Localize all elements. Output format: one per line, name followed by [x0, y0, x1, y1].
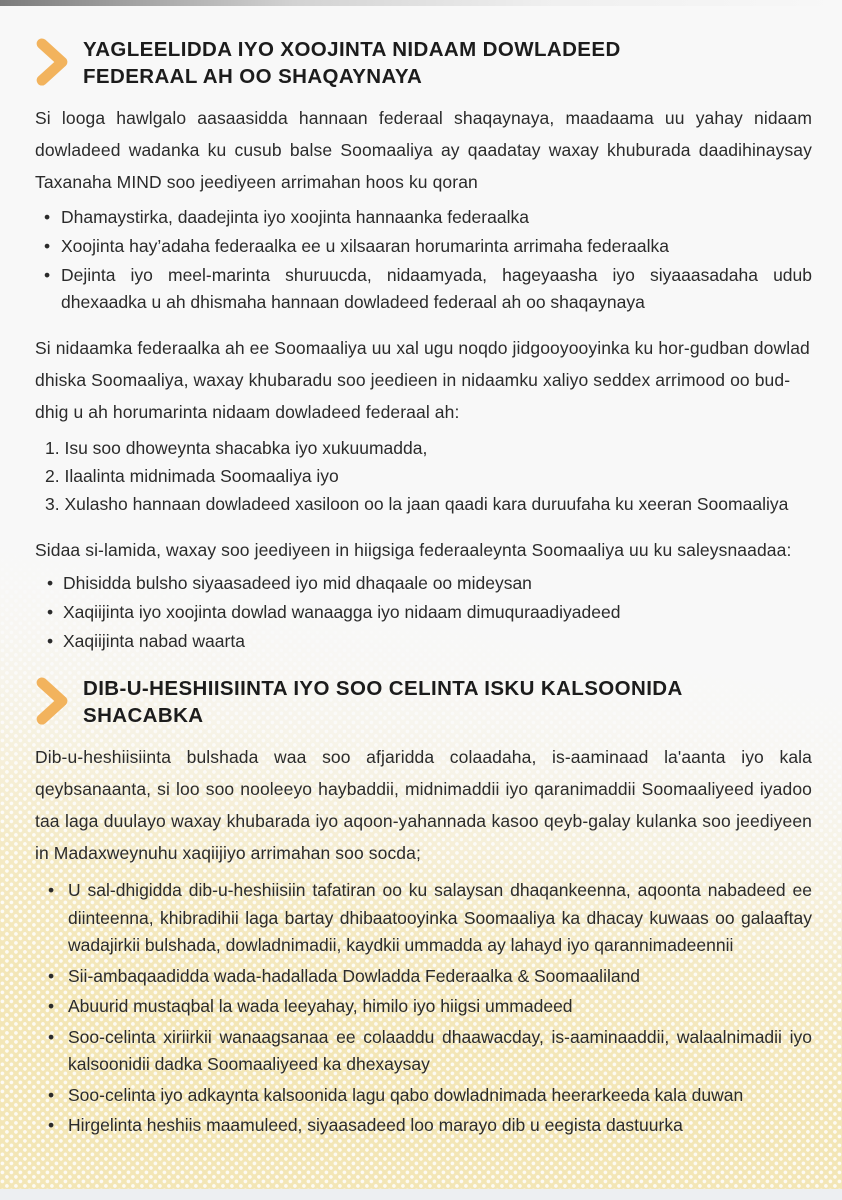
list-item: • Abuurid mustaqbal la wada leeyahay, himilo iyo hiigsi ummadeed	[35, 993, 812, 1021]
list-item: • Dejinta iyo meel-marinta shuruucda, nidaamyada, hageyaasha iyo siyaaasadaha udub dhexaadka u ah dhismaha hannaan dowladeed federaal ah oo shaqaynaya	[35, 262, 812, 316]
section-1-bullet-list-2	[35, 570, 812, 655]
chevron-right-icon	[35, 676, 70, 726]
section-1-title: YAGLEELIDDA IYO XOOJINTA NIDAAM DOWLADEED FEDERAAL AH OO SHAQAYNAYA	[83, 38, 621, 88]
page-bottom-edge	[0, 1189, 842, 1200]
list-item: • Dhisidda bulsho siyaasadeed iyo mid dhaqaale oo mideysan	[35, 570, 812, 597]
section-1-bullet-list	[35, 204, 812, 316]
section-2-title: DIB-U-HESHIISIINTA IYO SOO CELINTA ISKU KALSOONIDA SHACABKA	[83, 677, 682, 727]
section-1-intro-paragraph: Si looga hawlgalo aasaasidda hannaan federaal shaqaynaya, maadaama uu yahay nidaam dowladeed wadanka ku cusub balse Soomaaliya ay qaadatay waxay khuburada daadihinaysay Taxanaha MIND soo jeediyeen arrimahan hoos ku qoran	[35, 108, 812, 192]
chevron-right-icon	[35, 37, 70, 87]
list-item: Isu soo dhoweynta shacabka iyo xukuumadda,	[64, 438, 428, 458]
page-top-edge	[0, 0, 842, 6]
list-item: Xulasho hannaan dowladeed xasiloon oo la jaan qaadi kara duruufaha ku xeeran Soomaaliya	[64, 494, 789, 514]
list-item: • Hirgelinta heshiis maamuleed, siyaasadeed loo marayo dib u eegista dastuurka	[35, 1112, 812, 1140]
section-1-numbered-list	[35, 434, 812, 518]
section-1-paragraph-3: Sidaa si-lamida, waxay soo jeediyeen in hiigsiga federaaleynta Soomaaliya uu ku saleysnaadaa:	[35, 540, 792, 560]
list-item: • Xoojinta hay’adaha federaalka ee u xilsaaran horumarinta arrimaha federaalka	[35, 233, 812, 260]
section-2-intro-paragraph: Dib-u-heshiisiinta bulshada waa soo afjaridda colaadaha, is-aaminaad la'aanta iyo kala qeybsanaanta, si loo soo nooleeyo haybaddii, midnimaddii iyo qaranimaddii Soomaaliyeed iyadoo taa laga duulayo waxay khubarada iyo aqoon-yahannada kasoo qeyb-galay kulanka soo jeediyeen in Madaxweynuhu xaqiijiyo arrimahan soo socda;	[35, 747, 812, 863]
section-1-paragraph-2: Si nidaamka federaalka ah ee Soomaaliya uu xal ugu noqdo jidgooyooyinka ku hor-gudban dowlad dhiska Soomaaliya, waxay khubaradu soo jeedieen in nidaamku xaliyo seddex arrimood oo bud-dhig u ah horumarinta nidaam dowladeed federaal ah:	[35, 338, 810, 422]
list-item: • Xaqiijinta nabad waarta	[35, 628, 812, 655]
list-item: • Xaqiijinta iyo xoojinta dowlad wanaagga iyo nidaam dimuquraadiyadeed	[35, 599, 812, 626]
list-item: Ilaalinta midnimada Soomaaliya iyo	[64, 466, 339, 486]
section-2-bullet-list	[35, 877, 812, 1140]
list-item: • U sal-dhigidda dib-u-heshiisiin tafatiran oo ku salaysan dhaqankeenna, aqoonta nabadeed ee diinteenna, khibradihii laga bartay dhibaatooyinka Soomaaliya ka dhacay kuwaas oo galaaftay wadajirkii bulshada, dowladnimadii, kaydkii ummadda ay lahayd iyo qarannimadeennii	[35, 877, 812, 960]
list-item: • Soo-celinta xiriirkii wanaagsanaa ee colaaddu dhaawacday, is-aaminaaddii, walaalnimadii iyo kalsoonidii dadka Soomaaliyeed ka dhexaysay	[35, 1024, 812, 1079]
list-item: • Sii-ambaqaadidda wada-hadallada Dowladda Federaalka & Soomaaliland	[35, 963, 812, 991]
list-item: • Soo-celinta iyo adkaynta kalsoonida lagu qabo dowladnimada heerarkeeda kala duwan	[35, 1082, 812, 1110]
section-2-header	[35, 675, 812, 729]
list-item: • Dhamaystirka, daadejinta iyo xoojinta hannaanka federaalka	[35, 204, 812, 231]
section-1-header	[35, 36, 812, 90]
